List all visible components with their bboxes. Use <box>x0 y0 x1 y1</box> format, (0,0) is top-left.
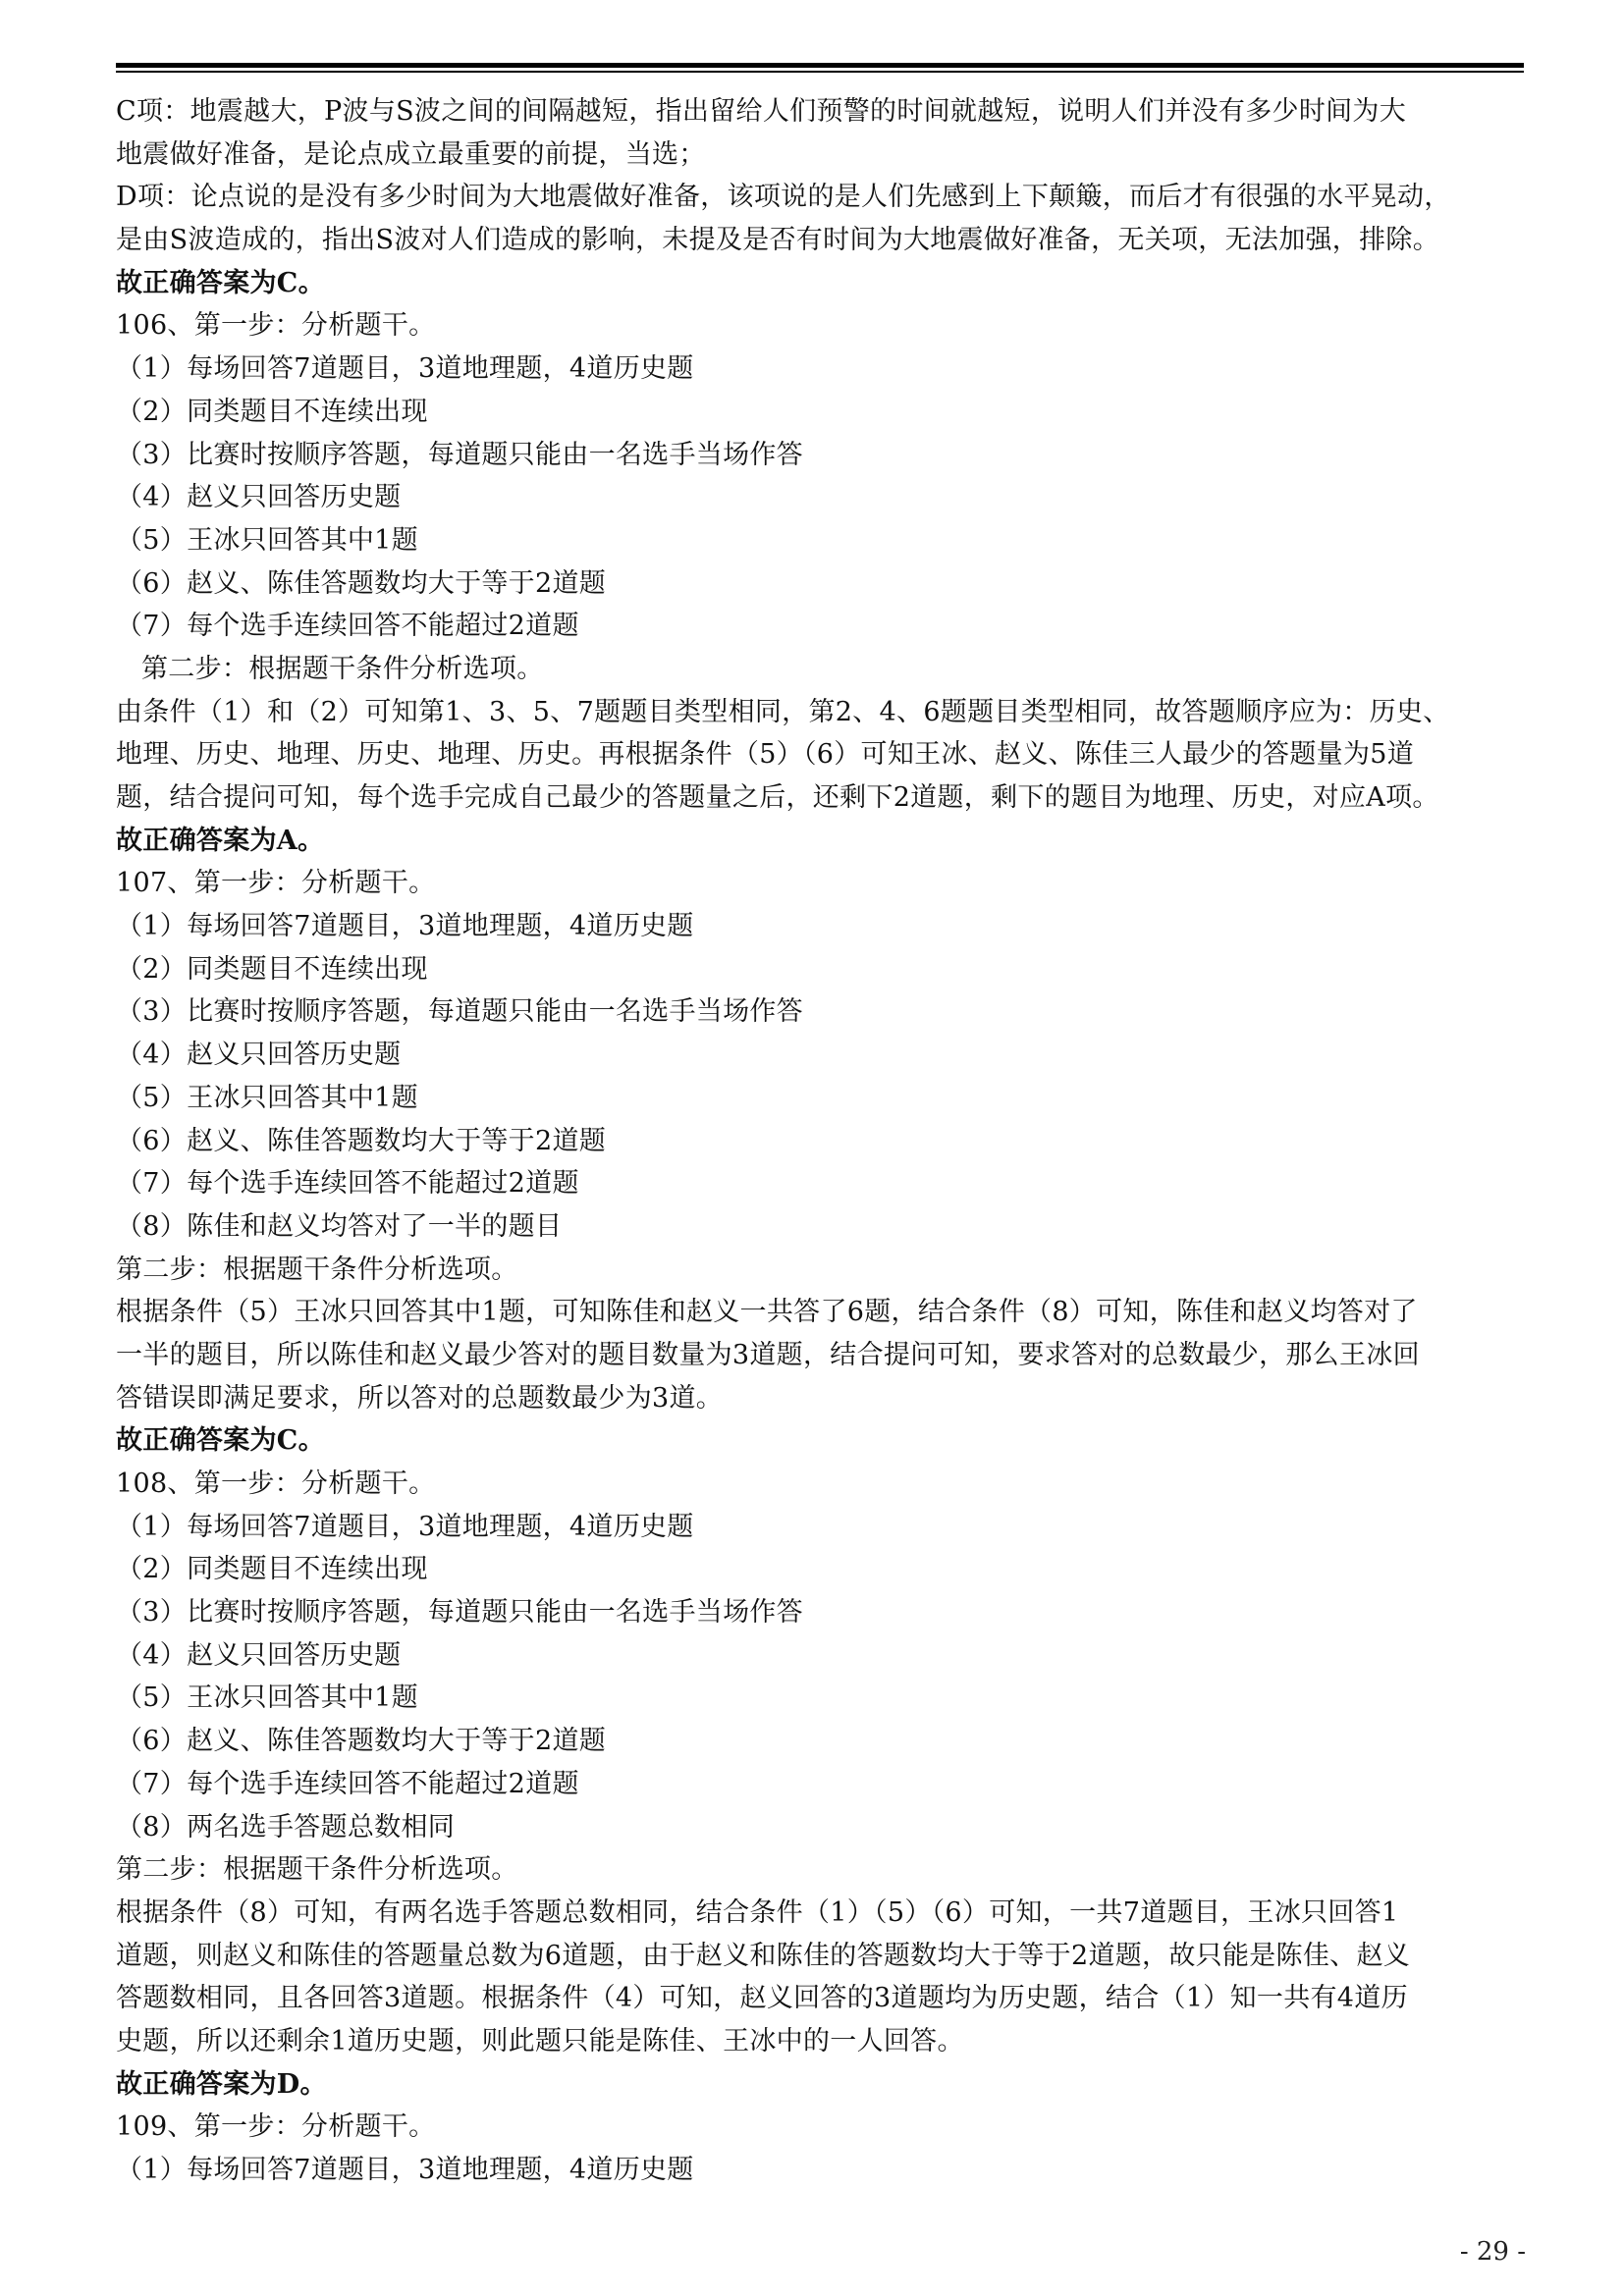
text-line: 地理、历史、地理、历史、地理、历史。再根据条件（5）（6）可知王冰、赵义、陈佳三人最少的答题量为5道 <box>116 739 1415 771</box>
text-line: 109、第一步：分析题干。 <box>116 2111 436 2143</box>
text-line: 108、第一步：分析题干。 <box>116 1468 436 1499</box>
text-line: （7）每个选手连续回答不能超过2道题 <box>116 1168 579 1200</box>
header-rule-thick <box>116 63 1524 68</box>
answer-line: 故正确答案为C。 <box>116 267 325 298</box>
text-line: （1）每场回答7道题目，3道地理题，4道历史题 <box>116 911 694 942</box>
answer-line: 故正确答案为C。 <box>116 1425 325 1457</box>
text-line: （5）王冰只回答其中1题 <box>116 524 418 556</box>
answer-line: 故正确答案为D。 <box>116 2068 327 2100</box>
text-line: （4）赵义只回答历史题 <box>116 482 402 513</box>
text-line: （6）赵义、陈佳答题数均大于等于2道题 <box>116 1726 607 1757</box>
header-rule-thin <box>116 71 1524 73</box>
text-line: （8）两名选手答题总数相同 <box>116 1811 456 1842</box>
text-line: （3）比赛时按顺序答题，每道题只能由一名选手当场作答 <box>116 439 803 470</box>
text-line: 一半的题目，所以陈佳和赵义最少答对的题目数量为3道题，结合提问可知，要求答对的总数最少，那么王冰回 <box>116 1339 1420 1370</box>
answer-line: 故正确答案为A。 <box>116 825 325 856</box>
text-line: （2）同类题目不连续出现 <box>116 953 428 985</box>
text-line: 史题，所以还剩余1道历史题，则此题只能是陈佳、王冰中的一人回答。 <box>116 2025 964 2056</box>
text-line: （7）每个选手连续回答不能超过2道题 <box>116 1768 579 1799</box>
text-line: C项：地震越大，P波与S波之间的间隔越短，指出留给人们预警的时间就越短，说明人们并没有多少时间为大 <box>116 96 1407 127</box>
text-line: （5）王冰只回答其中1题 <box>116 1682 418 1714</box>
text-line: 107、第一步：分析题干。 <box>116 868 436 899</box>
text-line: 第二步：根据题干条件分析选项。 <box>116 1854 518 1886</box>
text-line: （4）赵义只回答历史题 <box>116 1040 402 1071</box>
text-line: （2）同类题目不连续出现 <box>116 396 428 427</box>
text-line: 道题，则赵义和陈佳的答题量总数为6道题，由于赵义和陈佳的答题数均大于等于2道题，故只能是陈佳、赵义 <box>116 1940 1411 1971</box>
text-line: 根据条件（8）可知，有两名选手答题总数相同，结合条件（1）（5）（6）可知，一共7道题目，王冰只回答1 <box>116 1896 1399 1928</box>
text-line: 根据条件（5）王冰只回答其中1题，可知陈佳和赵义一共答了6题，结合条件（8）可知，陈佳和赵义均答对了 <box>116 1297 1418 1328</box>
text-line: 第二步：根据题干条件分析选项。 <box>116 1254 518 1285</box>
text-line: 第二步：根据题干条件分析选项。 <box>141 653 544 684</box>
page-number: - 29 - <box>1459 2237 1526 2267</box>
text-line: 地震做好准备，是论点成立最重要的前提，当选； <box>116 138 706 170</box>
document-body <box>116 90 1528 2192</box>
text-line: D项：论点说的是没有多少时间为大地震做好准备，该项说的是人们先感到上下颠簸，而后才有很强的水平晃动， <box>116 182 1451 213</box>
text-line: （4）赵义只回答历史题 <box>116 1639 402 1671</box>
text-line: （6）赵义、陈佳答题数均大于等于2道题 <box>116 567 607 599</box>
text-line: （1）每场回答7道题目，3道地理题，4道历史题 <box>116 353 694 385</box>
text-line: （2）同类题目不连续出现 <box>116 1554 428 1585</box>
text-line: 答题数相同，且各回答3道题。根据条件（4）可知，赵义回答的3道题均为历史题，结合（1）知一共有4道历 <box>116 1983 1408 2014</box>
text-line: 106、第一步：分析题干。 <box>116 310 436 342</box>
text-line: 由条件（1）和（2）可知第1、3、5、7题题目类型相同，第2、4、6题题目类型相同，故答题顺序应为：历史、 <box>116 696 1450 727</box>
text-line: （5）王冰只回答其中1题 <box>116 1082 418 1113</box>
text-line: （3）比赛时按顺序答题，每道题只能由一名选手当场作答 <box>116 1597 803 1629</box>
text-line: （1）每场回答7道题目，3道地理题，4道历史题 <box>116 1511 694 1542</box>
text-line: （7）每个选手连续回答不能超过2道题 <box>116 611 579 642</box>
text-line: 题，结合提问可知，每个选手完成自己最少的答题量之后，还剩下2道题，剩下的题目为地理、历史，对应A项。 <box>116 782 1439 813</box>
text-line: 是由S波造成的，指出S波对人们造成的影响，未提及是否有时间为大地震做好准备，无关项，无法加强，排除。 <box>116 225 1439 256</box>
text-line: 答错误即满足要求，所以答对的总题数最少为3道。 <box>116 1382 724 1414</box>
text-line: （8）陈佳和赵义均答对了一半的题目 <box>116 1210 563 1242</box>
text-line: （3）比赛时按顺序答题，每道题只能由一名选手当场作答 <box>116 996 803 1028</box>
text-line: （6）赵义、陈佳答题数均大于等于2道题 <box>116 1125 607 1156</box>
text-line: （1）每场回答7道题目，3道地理题，4道历史题 <box>116 2155 694 2185</box>
